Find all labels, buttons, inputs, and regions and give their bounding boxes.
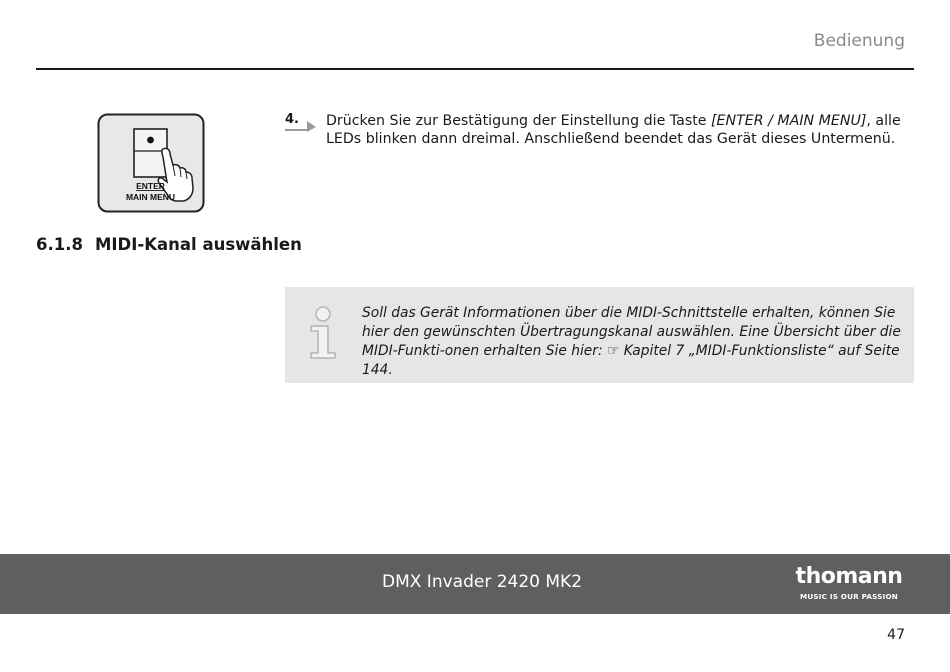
step-text-after: , alle LEDs blinken dann dreimal. Anschließend beendet das Gerät dieses Untermenü. xyxy=(326,113,901,147)
info-box xyxy=(285,287,914,383)
info-text-end: . xyxy=(388,362,393,378)
info-text xyxy=(362,304,907,380)
footer-bar xyxy=(0,554,950,614)
header-rule xyxy=(36,68,914,70)
enter-button-icon xyxy=(97,113,205,213)
step-number: 4. xyxy=(285,112,299,127)
product-name: DMX Invader 2420 MK2 xyxy=(382,572,583,592)
pointing-hand-icon: ☞ xyxy=(606,343,620,359)
step-text xyxy=(326,112,916,148)
section-heading-title: MIDI-Kanal auswählen xyxy=(95,235,302,254)
section-title: Bedienung xyxy=(813,31,905,51)
section-number: 6.1.8 xyxy=(36,235,83,254)
brand-name: thomann xyxy=(795,564,903,589)
info-text-body: Soll das Gerät Informationen über die MIDI-Schnittstelle erhalten, können Sie hier den gewünschten Übertragungskanal auswählen. Eine Übersicht über die MIDI-Funkti-onen erhalten Sie hier: xyxy=(362,305,901,359)
enter-button-illustration xyxy=(97,113,205,213)
enter-label: ENTER xyxy=(136,181,165,191)
brand-logo xyxy=(792,564,906,602)
key-reference: [ENTER / MAIN MENU] xyxy=(711,113,867,129)
brand-tagline: MUSIC IS OUR PASSION xyxy=(800,592,898,601)
page-number: 47 xyxy=(887,627,905,643)
step-text-before: Drücken Sie zur Bestätigung der Einstellung die Taste xyxy=(326,113,712,129)
step-arrow-icon xyxy=(285,120,317,132)
info-icon xyxy=(307,306,339,360)
section-heading xyxy=(36,235,302,254)
main-menu-label: MAIN MENU xyxy=(125,192,176,202)
chapter-link[interactable]: Kapitel 7 „MIDI-Funktionsliste“ auf Seite 144 xyxy=(362,343,900,378)
